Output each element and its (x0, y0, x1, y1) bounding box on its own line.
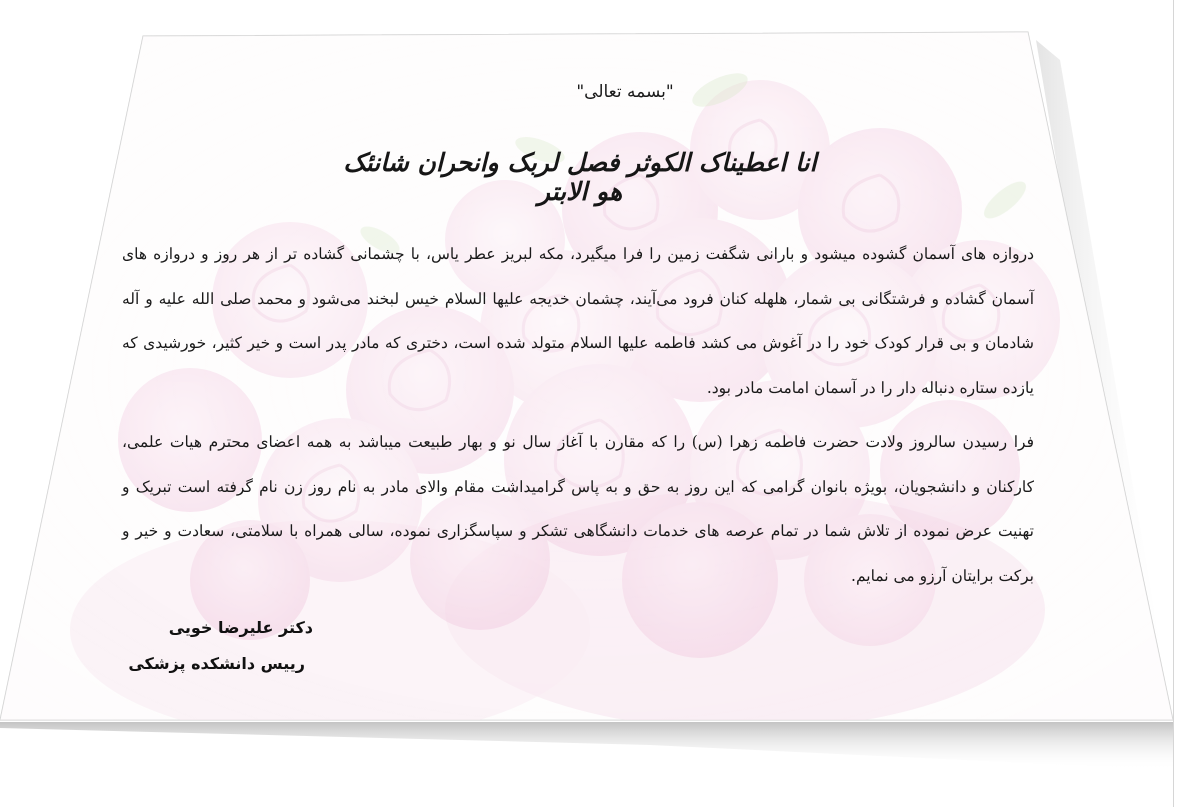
paragraph-2: فرا رسیدن سالروز ولادت حضرت فاطمه زهرا (س) را که مقارن با آغاز سال نو و بهار طبیعت میباشد به همه اعضای محترم هیات علمی، کارکنان و دانشجویان، بویژه بانوان گرامی که این روز به حق و به پاس گرامیداشت مقام والای مادر به نام روز زن نام گرفته است تبریک و تهنیت عرض نموده از تلاش شما در تمام عرصه های خدمات دانشگاهی تشکر و سپاسگزاری نموده، سالی همراه با سلامتی، سعادت و خیر و برکت برایتان آرزو می نمایم. (122, 433, 1034, 585)
signature-title: رییس دانشکده پزشکی (128, 654, 305, 673)
document-heading: "بسمه تعالی" (576, 82, 674, 102)
right-border-line (1173, 0, 1174, 807)
signature-name: دکتر علیرضا خویی (168, 618, 313, 637)
paragraph-1: دروازه های آسمان گشوده میشود و بارانی شگفت زمین را فرا میگیرد، مکه لبریز عطر یاس، با چشمانی گشاده تر از هر روز و دروازه های آسمان گشاده و فرشتگانی بی شمار، هلهله کنان فرود می‌آیند، چشمان خدیجه علیها السلام خیس لبخند می‌شود و محمد صلی الله علیه و آله شادمان و بی قرار کودک خود را در آغوش می کشد فاطمه علیها السلام متولد شده است، دختری که مادر پدر است و خیر کثیر، خورشیدی که یازده ستاره دنباله دار را در آسمان امامت مادر بود. (122, 245, 1034, 397)
quran-verse: انا اعطیناک الکوثر فصل لربک وانحران شانئک هو الابتر (343, 148, 817, 206)
